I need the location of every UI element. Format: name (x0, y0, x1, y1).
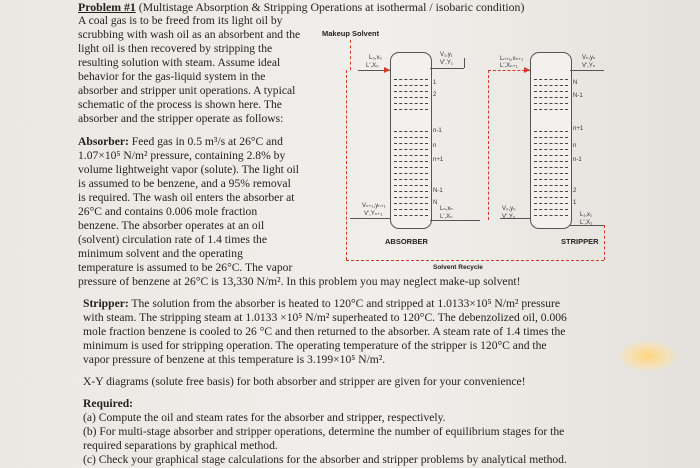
tray (394, 103, 428, 104)
tray (394, 197, 428, 198)
tray (394, 109, 428, 110)
absorber-stage-label: n-1 (433, 128, 442, 134)
vapor-pressure-line: pressure of benzene at 26°C is 13,330 N/m². In this problem you may neglect make-up solvent! (78, 275, 521, 288)
intro-line: absorber and stripper unit operations. A typical (78, 84, 296, 97)
stripper-vapor-out-label: Vₙ,yₙ (582, 55, 596, 61)
arrow-right-icon (524, 67, 530, 73)
required-item: (b) For multi-stage absorber and stripper operations, determine the number of equilibrium stages for the (83, 425, 565, 438)
tray (394, 143, 428, 144)
tray (534, 215, 568, 216)
absorber-stage-label: n (433, 143, 437, 149)
tray (534, 161, 568, 162)
tray (394, 203, 428, 204)
absorber-line: (solvent) circulation rate of 1.4 times the (78, 233, 267, 246)
problem-number: Problem #1 (78, 0, 136, 14)
absorber-label: ABSORBER (385, 237, 428, 246)
intro-line: A coal gas is to be freed from its light oil by (78, 14, 283, 27)
rich-solvent-line (430, 220, 480, 221)
tray (394, 191, 428, 192)
intro-line: light oil is then recovered by stripping the (78, 42, 273, 55)
absorber-gas-out-label: V',Y₁ (440, 60, 453, 66)
tray (534, 131, 568, 132)
required-item: required separations by graphical method. (83, 439, 278, 452)
tray (534, 97, 568, 98)
gas-out-line (430, 68, 464, 69)
tray (534, 179, 568, 180)
tray (394, 167, 428, 168)
stripper-line: with steam. The stripping steam at 1.0133 ×10⁵ N/m² superheated to 120°C. The debenzolized oil, 0.006 (83, 311, 567, 324)
tray (534, 197, 568, 198)
tray (534, 209, 568, 210)
absorber-line (78, 135, 308, 149)
required-item: (c) Check your graphical stage calculations for the absorber and stripper problems by analytical method. (83, 453, 567, 466)
absorber-line: 26°C and contains 0.006 mole fraction (78, 205, 258, 218)
absorber-column (390, 52, 432, 229)
absorber-text: Feed gas in 0.5 m³/s at 26°C and (128, 135, 283, 148)
stripper-liquid-out-label: L',X₁ (580, 220, 593, 226)
stripper-text: The solution from the absorber is heated to 120°C and stripped at 1.0133×10⁵ N/m² pressure (128, 297, 561, 310)
gas-out-line (464, 58, 465, 68)
stripper-line: vapor pressure of benzene at this temperature is 3.199×10⁵ N/m². (83, 353, 386, 366)
stripper-liquid-in-label: L',Xₙ₊₁ (500, 63, 518, 69)
tray (534, 91, 568, 92)
absorber-solvent-in-label: L₀,x₀ (369, 55, 382, 61)
absorber-stage-label: 1 (433, 80, 437, 86)
stripper-steam-in-label: V₀,y₀ (502, 206, 516, 212)
problem-title (78, 0, 524, 14)
gas-feed-line (350, 218, 390, 219)
tray (534, 85, 568, 86)
tray (394, 79, 428, 80)
intro-line: absorber and the stripper operate as follows: (78, 112, 284, 125)
absorber-stage-label: n+1 (433, 157, 444, 163)
solvent-recycle-line (346, 70, 347, 260)
intro-line: schematic of the process is shown here. The (78, 98, 282, 111)
stripper-line (83, 297, 560, 311)
tray (394, 91, 428, 92)
stripper-steam-in-label: V',Y₀ (502, 214, 516, 220)
tray (394, 179, 428, 180)
arrow-right-icon (384, 67, 390, 73)
required-item: (a) Compute the oil and steam rates for the absorber and stripper, respectively. (83, 411, 446, 424)
tray (534, 143, 568, 144)
absorber-gas-in-label: V',Yₙ₊₁ (364, 211, 383, 217)
tray (534, 137, 568, 138)
solvent-recycle-line (604, 225, 605, 260)
absorber-line: benzene. The absorber operates at an oil (78, 219, 265, 232)
steam-out-line (570, 70, 604, 71)
intro-line: resulting solution with steam. Assume ideal (78, 56, 281, 69)
required-heading: Required: (83, 397, 134, 410)
solvent-recycle-label: Solvent Recycle (433, 264, 483, 271)
stripper-liquid-out-label: L₁,x₁ (580, 212, 593, 218)
intro-line: scrubbing with wash oil as an absorbent and the (78, 28, 301, 41)
stripper-label: STRIPPER (561, 237, 599, 246)
tray (394, 161, 428, 162)
tray (394, 131, 428, 132)
stripper-line: mole fraction benzene is cooled to 26 °C and then returned to the absorber. A steam rate of 1.4 times the (83, 325, 566, 338)
absorber-liquid-out-label: L',Xₙ (440, 214, 453, 220)
stripper-stage-label: N-1 (573, 93, 583, 99)
rich-solvent-transfer-line (488, 70, 489, 220)
makeup-solvent-label: Makeup Solvent (322, 29, 380, 38)
tray (394, 97, 428, 98)
stripper-vapor-out-label: V',Yₙ (582, 63, 596, 69)
solvent-recycle-line (346, 260, 604, 261)
stripper-line: minimum is used for stripping operation. The operating temperature of the stripper is 120°C and the (83, 339, 547, 352)
absorber-line: is required. The wash oil enters the absorber at (78, 191, 295, 204)
absorber-liquid-out-label: Lₙ,xₙ (440, 206, 453, 212)
absorber-gas-in-label: Vₙ₊₁,yₙ₊₁ (362, 203, 386, 209)
stripper-liquid-in-label: Lₙ₊₁,xₙ₊₁ (500, 56, 524, 62)
tray (534, 185, 568, 186)
tray (534, 173, 568, 174)
absorber-line: minimum solvent and the operating (78, 247, 243, 260)
tray (394, 149, 428, 150)
absorber-line: 1.07×10⁵ N/m² pressure, containing 2.8% by (78, 149, 286, 162)
absorber-line: temperature is assumed to be 26°C. The vapor (78, 261, 293, 274)
tray (534, 203, 568, 204)
absorber-heading: Absorber: (78, 135, 129, 148)
makeup-solvent-line (350, 40, 351, 70)
tray (394, 173, 428, 174)
tray (394, 185, 428, 186)
tray (534, 167, 568, 168)
stripper-column (530, 52, 572, 229)
camera-glare (618, 340, 678, 372)
tray (394, 155, 428, 156)
tray (534, 155, 568, 156)
stripper-stage-label: 1 (573, 200, 577, 206)
absorber-gas-out-label: V₁,y₁ (440, 52, 453, 58)
absorber-stage-label: N (433, 200, 438, 206)
tray (534, 103, 568, 104)
xy-diagram-note: X-Y diagrams (solute free basis) for both absorber and stripper are given for your convenience! (83, 375, 526, 388)
stripper-heading: Stripper: (83, 297, 129, 310)
absorber-stage-label: 2 (433, 92, 437, 98)
absorber-line: is assumed to be benzene, and a 95% removal (78, 177, 291, 190)
stripper-stage-label: n (573, 143, 577, 149)
tray (534, 149, 568, 150)
stripper-stage-label: n-1 (573, 157, 582, 163)
tray (394, 209, 428, 210)
stripper-stage-label: N (573, 80, 578, 86)
intro-line: behavior for the gas-liquid system in the (78, 70, 266, 83)
absorber-stage-label: N-1 (433, 188, 443, 194)
stripper-stage-label: n+1 (573, 126, 584, 132)
absorber-line: volume lightweight vapor (solute). The light oil (78, 163, 300, 176)
tray (394, 137, 428, 138)
stripper-stage-label: 2 (573, 188, 577, 194)
tray (394, 85, 428, 86)
problem-subtitle: (Multistage Absorption & Stripping Operations at isothermal / isobaric condition) (135, 0, 525, 14)
tray (394, 215, 428, 216)
tray (534, 191, 568, 192)
tray (534, 79, 568, 80)
absorber-solvent-in-label: L',X₀ (366, 63, 379, 69)
tray (534, 109, 568, 110)
